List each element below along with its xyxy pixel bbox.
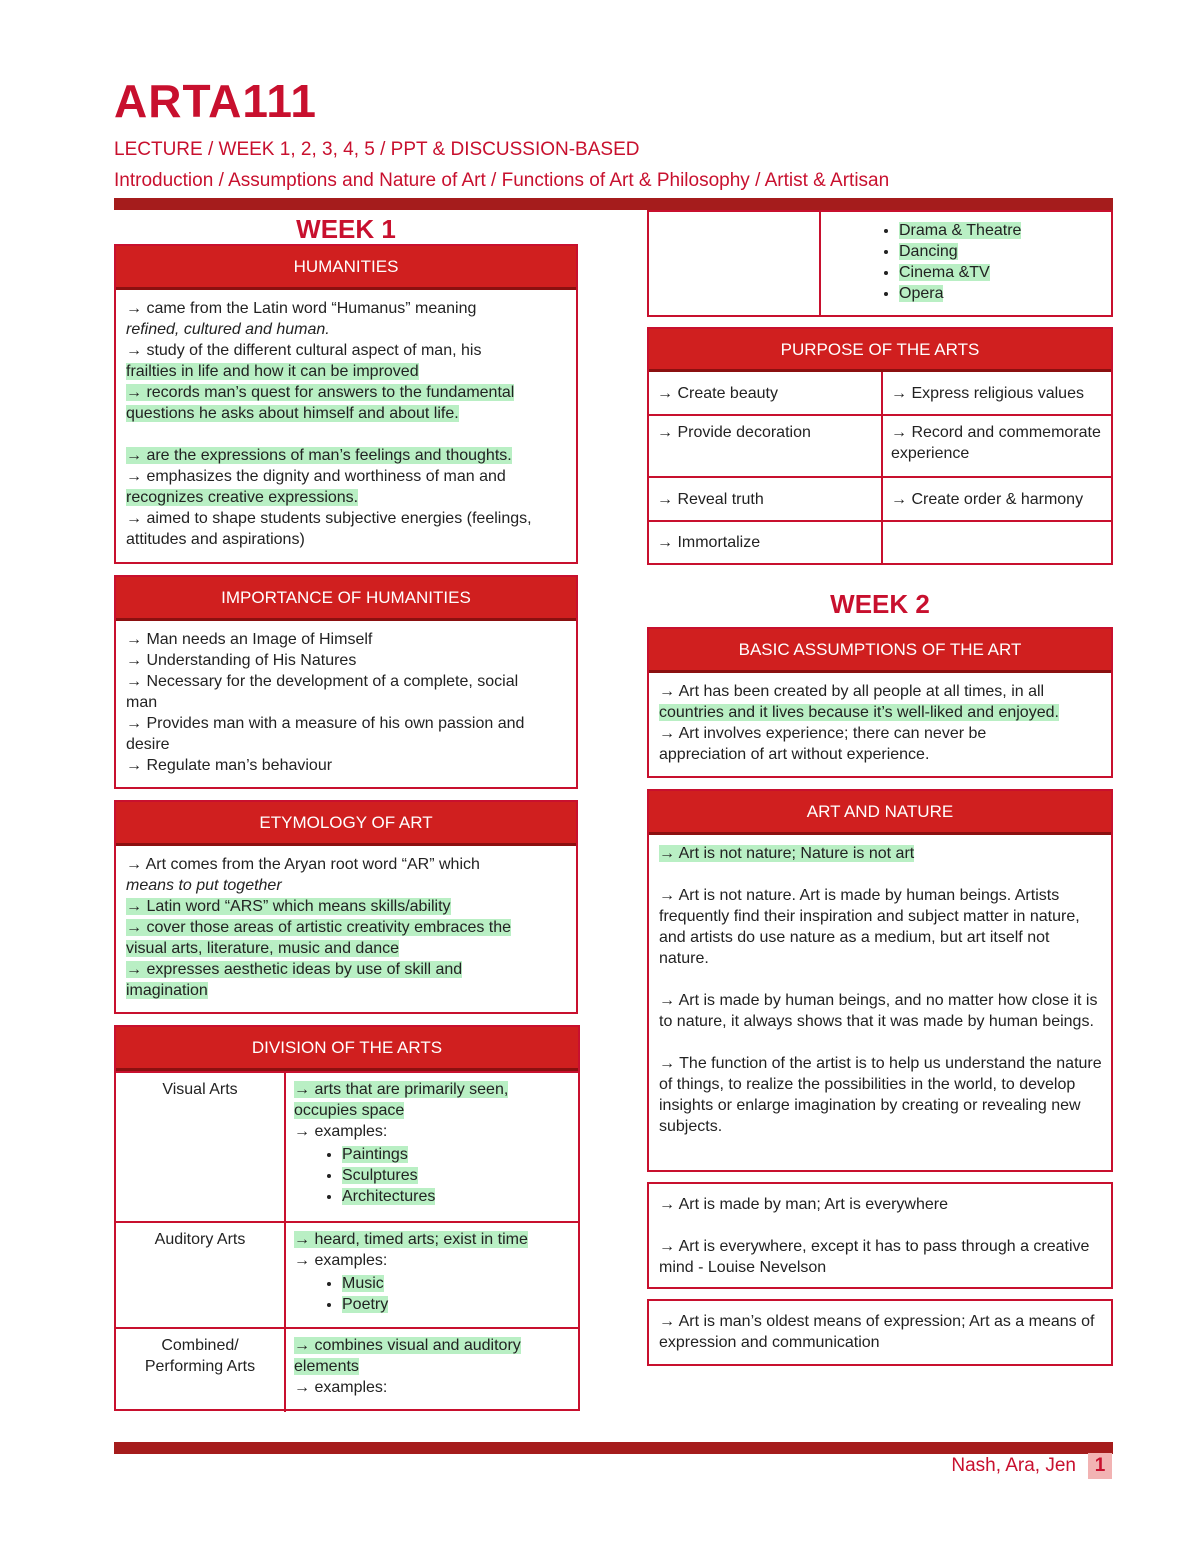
art-type-cell: Visual Arts [116, 1072, 285, 1222]
table-row [649, 415, 1111, 477]
division-card [114, 1025, 580, 1411]
paragraph: → Art is made by man; Art is everywhere [659, 1196, 948, 1213]
list-item: • Drama & Theatre [899, 220, 1021, 241]
assumptions-header: BASIC ASSUMPTIONS OF THE ART [649, 629, 1111, 673]
table-row [649, 521, 1111, 563]
text-line: man [126, 694, 158, 711]
everywhere-card [647, 1182, 1113, 1289]
purpose-cell: → Immortalize [649, 521, 882, 563]
text-line: → study of the different cultural aspect of man, his [126, 342, 482, 359]
purpose-cell [882, 521, 1111, 563]
etymology-header: ETYMOLOGY OF ART [116, 802, 576, 846]
text-line: → Regulate man’s behaviour [126, 757, 333, 774]
division-continued-card [647, 210, 1113, 317]
assumptions-card [647, 627, 1113, 778]
list-item: • Sculptures [342, 1165, 570, 1186]
text-line: → records man’s quest for answers to the fundamental [126, 384, 515, 401]
text-line: → are the expressions of man’s feelings and thoughts. [126, 447, 512, 464]
importance-header: IMPORTANCE OF HUMANITIES [116, 577, 576, 621]
art-desc-cell: → combines visual and auditory elements → examples: [285, 1328, 578, 1412]
text-line: frailties in life and how it can be improved [126, 363, 419, 380]
division-header: DIVISION OF THE ARTS [116, 1027, 578, 1071]
text-line: visual arts, literature, music and dance [126, 940, 400, 957]
text-line: → Art comes from the Aryan root word “AR” which [126, 856, 480, 873]
text-line: → came from the Latin word “Humanus” meaning [126, 300, 477, 317]
art-desc-cell: → heard, timed arts; exist in time → examples: • Music • Poetry [285, 1222, 578, 1328]
purpose-cell: → Record and commemorate experience [882, 415, 1111, 477]
text-line: → Man needs an Image of Himself [126, 631, 373, 648]
humanities-body [116, 290, 576, 558]
art-type-cell: Combined/ Performing Arts [116, 1328, 285, 1412]
paragraph: → Art is man’s oldest means of expression; Art as a means of expression and communication [659, 1313, 1095, 1351]
text-line: attitudes and aspirations) [126, 531, 305, 548]
bottom-rule [114, 1442, 1113, 1454]
table-row [116, 1072, 578, 1222]
text-line: → Latin word “ARS” which means skills/ability [126, 898, 451, 915]
text-line: → Provides man with a measure of his own passion and [126, 715, 525, 732]
document-title: ARTA111 [114, 75, 318, 127]
list-item: • Paintings [342, 1144, 570, 1165]
text-line: recognizes creative expressions. [126, 489, 359, 506]
expression-card [647, 1299, 1113, 1366]
text-line: → Art has been created by all people at all times, in all [659, 683, 1045, 700]
text-line: imagination [126, 982, 208, 999]
top-rule [114, 198, 1113, 210]
art-nature-header: ART AND NATURE [649, 791, 1111, 835]
page-number: 1 [1088, 1453, 1112, 1479]
text-line: → Understanding of His Natures [126, 652, 357, 669]
list-item: • Cinema &TV [899, 262, 1021, 283]
paragraph: → Art is everywhere, except it has to pass through a creative mind - Louise Nevelson [659, 1238, 1090, 1276]
purpose-cell: → Provide decoration [649, 415, 882, 477]
paragraph: → Art is not nature; Nature is not art [659, 845, 915, 862]
expression-body [649, 1301, 1111, 1361]
purpose-card [647, 327, 1113, 565]
week2-heading: WEEK 2 [830, 589, 930, 619]
text-line: → Necessary for the development of a complete, social [126, 673, 519, 690]
list-item: • Dancing [899, 241, 1021, 262]
text-line: desire [126, 736, 170, 753]
etymology-card [114, 800, 578, 1014]
humanities-card [114, 244, 578, 564]
purpose-cell: → Reveal truth [649, 477, 882, 521]
purpose-header: PURPOSE OF THE ARTS [649, 329, 1111, 372]
week1-heading: WEEK 1 [296, 214, 396, 244]
text-line: → emphasizes the dignity and worthiness of man and [126, 468, 506, 485]
text-line: questions he asks about himself and about life. [126, 405, 459, 422]
text-line: → cover those areas of artistic creativity embraces the [126, 919, 512, 936]
list-item: • Architectures [342, 1186, 570, 1207]
list-item: • Music [342, 1273, 570, 1294]
purpose-cell: → Create order & harmony [882, 477, 1111, 521]
importance-card [114, 575, 578, 789]
importance-body [116, 621, 576, 784]
text-line: countries and it lives because it’s well-liked and enjoyed. [659, 704, 1059, 721]
table-row [649, 477, 1111, 521]
table-row [649, 372, 1111, 415]
art-nature-card [647, 789, 1113, 1172]
everywhere-body [649, 1184, 1111, 1286]
text-line: → aimed to shape students subjective energies (feelings, [126, 510, 532, 527]
text-line: appreciation of art without experience. [659, 746, 930, 763]
paragraph: → Art is made by human beings, and no matter how close it is to nature, it always shows that it was made by human beings. [659, 992, 1098, 1030]
table-row [116, 1222, 578, 1328]
art-desc-cell: → arts that are primarily seen, occupies space → examples: • Paintings • Sculptures • Architectures [285, 1072, 578, 1222]
purpose-table [649, 372, 1111, 563]
text-line: refined, cultured and human. [126, 321, 330, 338]
text-line: means to put together [126, 877, 282, 894]
authors-label: Nash, Ara, Jen [951, 1455, 1076, 1476]
assumptions-body [649, 673, 1111, 773]
list-item: • Opera [899, 283, 1021, 304]
purpose-cell: → Create beauty [649, 372, 882, 415]
division-table [116, 1071, 578, 1412]
purpose-cell: → Express religious values [882, 372, 1111, 415]
paragraph: → The function of the artist is to help us understand the nature of things, to realize the possibilities in the world, to develop insights or enlarge imagination by creating or revealing new subjects. [659, 1055, 1102, 1135]
topics-subtitle: Introduction / Assumptions and Nature of Art / Functions of Art & Philosophy / Artist & Artisan [114, 170, 890, 191]
paragraph: → Art is not nature. Art is made by human beings. Artists frequently find their inspiration and subject matter in nature, and artists do use nature as a medium, but art itself not nature. [659, 887, 1080, 967]
text-line: → expresses aesthetic ideas by use of skill and [126, 961, 463, 978]
art-nature-body [649, 835, 1111, 1145]
text-line: → Art involves experience; there can never be [659, 725, 987, 742]
humanities-header: HUMANITIES [116, 246, 576, 290]
lecture-subtitle: LECTURE / WEEK 1, 2, 3, 4, 5 / PPT & DISCUSSION-BASED [114, 139, 640, 160]
art-type-cell: Auditory Arts [116, 1222, 285, 1328]
etymology-body [116, 846, 576, 1009]
table-row [116, 1328, 578, 1412]
list-item: • Poetry [342, 1294, 570, 1315]
